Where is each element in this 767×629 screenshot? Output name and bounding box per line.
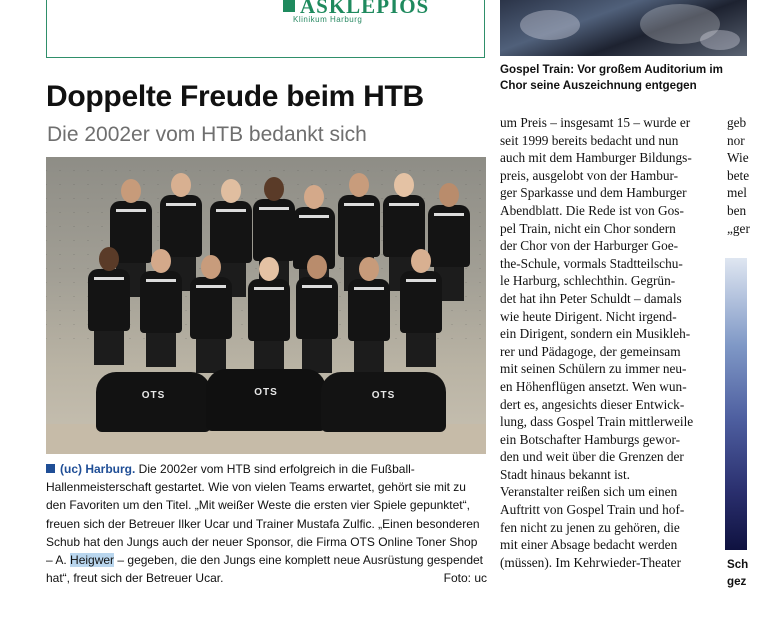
column-line: preis, ausgelobt von der Hambur- [500, 167, 679, 183]
column-line: fen nicht zu jenen zu gehören, die [500, 519, 680, 535]
player-figure [398, 249, 444, 369]
column-line: ein Dirigent, sondern ein Musikleh- [500, 326, 691, 342]
top-photo-caption [500, 62, 747, 94]
column-line: der Chor von der Harburger Goe- [500, 238, 679, 254]
column-line: den und weit über die Grenzen der [500, 449, 684, 465]
column-line: ben [727, 202, 747, 218]
caption-text: – gegeben, die den Jungs eine komplett neue Ausrüstung gespendet hat“, freut sich der Betreuer Ucar. [46, 553, 483, 586]
photo-caption [46, 460, 487, 587]
asklepios-logo-icon [283, 0, 295, 12]
photo-credit: Foto: uc [443, 571, 487, 586]
column-line: (müssen). Im Kehrwieder-Theater [500, 554, 682, 570]
column-line: seit 1999 bereits bedacht und nun [500, 132, 679, 148]
column-line: lung, dass Gospel Train mittlerweile [500, 414, 694, 430]
column-line: „ger [727, 220, 750, 236]
player-figure [138, 249, 184, 369]
caption-line: Sch [727, 558, 749, 571]
caption-line: gez [727, 575, 747, 588]
sports-bag [321, 372, 446, 432]
sports-bag [206, 369, 326, 431]
ad-logo-text: ASKLEPIOS [300, 0, 430, 18]
column-line: the-Schule, vormals Stadtteilschu- [500, 255, 683, 271]
bag-logo: OTS [254, 387, 278, 398]
column-line: wie heute Dirigent. Nicht irgend- [500, 308, 677, 324]
column-line: ein Botschafter Hamburgs gewor- [500, 431, 681, 447]
article-column [500, 114, 714, 571]
article-subheadline: Die 2002er vom HTB bedankt sich [47, 123, 367, 146]
column-line: mit seinen Schülern zu immer neu- [500, 361, 687, 377]
caption-lead: (uc) Harburg. [60, 462, 136, 476]
sports-bag [96, 372, 211, 432]
column-line: mit einer Absage bedacht werden [500, 537, 678, 553]
caption-line: Gospel Train: Vor großem Auditorium im [500, 63, 723, 76]
column-line: ger Sparkasse und dem Hamburger [500, 185, 687, 201]
column-line: mel [727, 185, 747, 201]
column-line: rer und Pädagoge, der gemeinsam [500, 343, 681, 359]
bag-logo: OTS [141, 390, 166, 401]
column-line: le Harburg, schlechthin. Gegrün- [500, 273, 676, 289]
team-photo [46, 157, 486, 454]
column-line: Wie [727, 150, 749, 166]
column-line: Abendblatt. Die Rede ist von Gos- [500, 202, 684, 218]
column-line: Veranstalter reißen sich um einen [500, 484, 678, 500]
ad-subtitle: Klinikum Harburg [293, 15, 363, 24]
column-line: geb [727, 115, 747, 130]
column-line: auch mit dem Hamburger Bildungs- [500, 150, 692, 166]
column-line: dert es, angesichts dieser Entwick- [500, 396, 685, 412]
bag-logo: OTS [371, 390, 396, 401]
column-line: en Höhenflügen ansetzt. Wen wun- [500, 378, 687, 394]
player-figure [188, 255, 234, 375]
caption-text: Die 2002er vom HTB sind erfolgreich in die Fußball-Hallenmeisterschaft gestartet. Wie von vielen Teams erwartet, gehört sie mit zu den Favoriten um den Titel. „Mit weißer Weste die ersten vier Spiele gepunktet“, freuen sich der Betreuer Ilker Ucar und Trainer Mustafa Zulfic. „Einen besonderen Schub hat den Jungs auch der neuer Sponsor, die Firma OTS Online Toner Shop – A. [46, 462, 480, 568]
player-figure [86, 247, 132, 367]
caption-line: Chor seine Auszeichnung entgegen [500, 79, 697, 92]
column-line: det hat ihn Peter Schuldt – damals [500, 290, 682, 306]
column-line: bete [727, 167, 750, 183]
column-line: nor [727, 132, 745, 148]
column-line: Stadt hinaus bekannt ist. [500, 466, 631, 482]
highlighted-text[interactable]: Heigwer [70, 553, 115, 568]
blue-square-icon [46, 464, 55, 473]
right-photo [725, 258, 747, 550]
right-column-text [727, 114, 767, 237]
player-figure [346, 257, 392, 377]
player-figure [246, 257, 292, 377]
column-line: pel Train, nicht ein Chor sondern [500, 220, 676, 236]
column-line: Auftritt von Gospel Train und hof- [500, 502, 685, 518]
column-line: um Preis – insgesamt 15 – wurde er [500, 115, 691, 130]
article-headline: Doppelte Freude beim HTB [46, 80, 424, 113]
gospel-train-photo [500, 0, 747, 56]
player-figure [294, 255, 340, 375]
right-photo-caption [727, 556, 748, 590]
